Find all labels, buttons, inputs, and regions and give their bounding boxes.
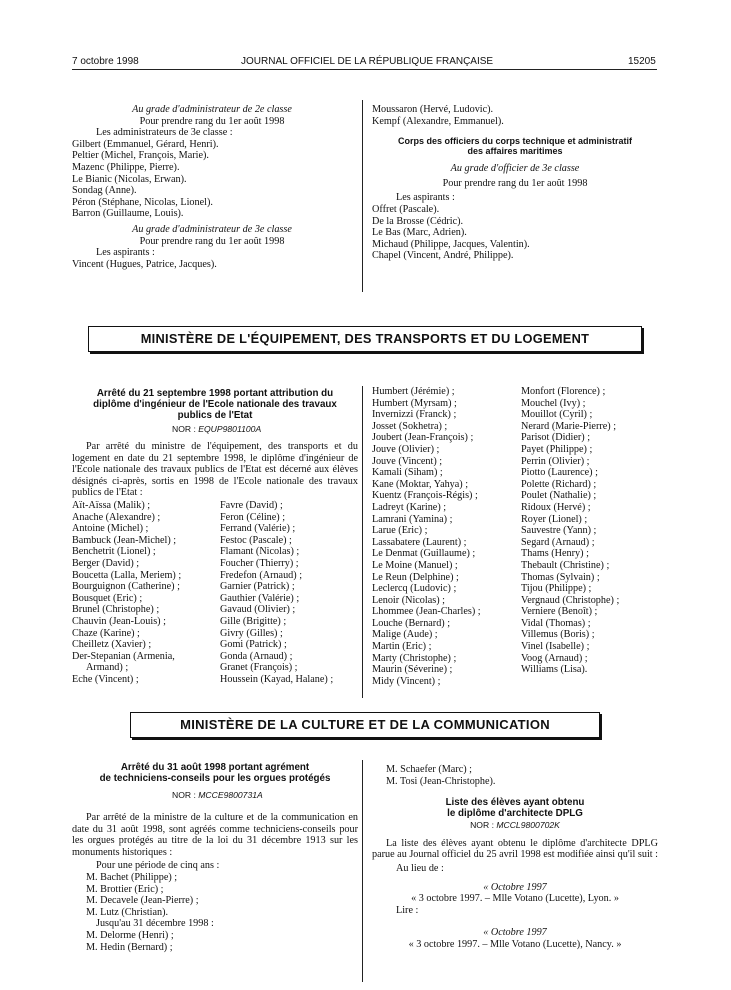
list-item: Le Bas (Marc, Adrien).	[372, 227, 467, 239]
list-item: Flamant (Nicolas) ;	[220, 546, 300, 558]
list-item: Feron (Céline) ;	[220, 511, 286, 523]
list-item: Barron (Guillaume, Louis).	[72, 208, 184, 220]
column-divider	[362, 760, 363, 982]
list-item: Tijou (Philippe) ;	[521, 583, 592, 595]
list-item: Chapel (Vincent, André, Philippe).	[372, 250, 514, 262]
grade-heading: Au grade d'officier de 3e classe	[450, 163, 580, 175]
list-item: Gavaud (Olivier) ;	[220, 604, 296, 616]
list-item: Kuentz (François-Régis) ;	[372, 490, 478, 502]
rank-line: Pour prendre rang du 1er août 1998	[442, 177, 588, 189]
list-item: M. Brottier (Eric) ;	[86, 883, 164, 895]
list-item: Lenoir (Nicolas) ;	[372, 594, 445, 606]
list-item: Lassabatere (Laurent) ;	[372, 536, 467, 548]
list-item: Le Denmat (Guillaume) ;	[372, 548, 476, 560]
list-item: Anache (Alexandre) ;	[72, 511, 161, 523]
names-col3	[372, 386, 512, 687]
list-item: Fredefon (Arnaud) ;	[220, 569, 303, 581]
corps-title: Corps des officiers du corps technique et administratif	[397, 136, 633, 147]
list-item: Leclercq (Ludovic) ;	[372, 583, 457, 595]
title-line: diplôme d'ingénieur de l'Ecole nationale des travaux	[93, 399, 337, 410]
list-item: Humbert (Jérémie) ;	[372, 386, 455, 397]
list-item: Voog (Arnaud) ;	[521, 652, 588, 664]
section-intro: Les aspirants :	[396, 192, 455, 204]
list-item: Marty (Christophe) ;	[372, 652, 457, 664]
list-item: Gonda (Arnaud) ;	[220, 650, 293, 662]
header-rule	[72, 69, 657, 70]
list-item: Larue (Eric) ;	[372, 525, 428, 537]
list-item: Perrin (Olivier) ;	[521, 455, 590, 467]
month-heading: « Octobre 1997	[483, 927, 547, 939]
list-item: Péron (Stéphane, Nicolas, Lionel).	[72, 196, 213, 208]
list-item: Cheilletz (Xavier) ;	[72, 639, 152, 651]
period-heading: Pour une période de cinq ans :	[96, 860, 220, 872]
list-item: Lhommee (Jean-Charles) ;	[372, 606, 481, 618]
ministry-banner-culture: MINISTÈRE DE LA CULTURE ET DE LA COMMUNICATION	[130, 712, 600, 738]
column-divider	[362, 386, 363, 698]
list-title-cont: le diplôme d'architecte DPLG	[447, 808, 583, 820]
list-item: Ferrand (Valérie) ;	[220, 523, 296, 535]
list-item: Nerard (Marie-Pierre) ;	[521, 420, 617, 432]
list-item: Aït-Aïssa (Malik) ;	[72, 500, 151, 511]
list-item: Bambuck (Jean-Michel) ;	[72, 534, 177, 546]
nor-reference	[172, 790, 263, 800]
list-item: Le Bianic (Nicolas, Erwan).	[72, 173, 187, 185]
list-item: Polette (Richard) ;	[521, 478, 597, 490]
list-item: Joubert (Jean-François) ;	[372, 432, 474, 444]
section-intro: Les aspirants :	[96, 247, 155, 259]
list-item: Le Moine (Manuel) ;	[372, 559, 458, 571]
nor-label: NOR :	[172, 424, 196, 434]
arrete-paragraph: Par arrêté du ministre de l'équipement, des transports et du logement en date du 21 septembre 1998, le diplôme d'ingénieur de l'Ecole nationale des travaux publics de l'Etat est décerné aux élèves désignés ci-après, sortis en 1998 de l'Ecole nationale des travaux publics de l'Etat :	[72, 441, 358, 499]
nor-code: MCCE9800731A	[198, 790, 263, 800]
arrete-paragraph: Par arrêté de la ministre de la culture et de la communication en date du 31 août 1998, sont agréés comme techniciens-conseils pour les orgues protégés au titre de la loi du 31 décembre 1913 sur les monuments historiques :	[72, 812, 358, 858]
list-item: Thams (Henry) ;	[521, 548, 589, 560]
section-intro: Les administrateurs de 3e classe :	[96, 127, 233, 139]
list-item: Foucher (Thierry) ;	[220, 557, 299, 569]
list-item: Thebault (Christine) ;	[521, 559, 610, 571]
list-item: Gilbert (Emmanuel, Gérard, Henri).	[72, 138, 219, 150]
list-item: Favre (David) ;	[220, 500, 283, 511]
ministry-banner-equipement: MINISTÈRE DE L'ÉQUIPEMENT, DES TRANSPORTS ET DU LOGEMENT	[88, 326, 642, 352]
list-item: Kamali (Siham) ;	[372, 467, 443, 479]
list-item: Jouve (Vincent) ;	[372, 455, 443, 467]
list-item: Ridoux (Hervé) ;	[521, 501, 591, 513]
list-item: Le Reun (Delphine) ;	[372, 571, 459, 583]
list-item: Sauvestre (Yann) ;	[521, 525, 597, 537]
list-item: Martin (Eric) ;	[372, 641, 432, 653]
list-item: Lamrani (Yamina) ;	[372, 513, 453, 525]
list-item: Vidal (Thomas) ;	[521, 617, 591, 629]
header-date: 7 octobre 1998	[72, 56, 139, 67]
list-item: Eche (Vincent) ;	[72, 673, 139, 685]
list-item: M. Schaefer (Marc) ;	[386, 764, 472, 775]
rank-line: Pour prendre rang du 1er août 1998	[139, 115, 285, 127]
entry-line: « 3 octobre 1997. – Mlle Votano (Lucette), Lyon. »	[411, 893, 619, 905]
list-item: M. Hedin (Bernard) ;	[86, 941, 173, 953]
names-col1	[72, 500, 212, 686]
period-heading: Jusqu'au 31 décembre 1998 :	[96, 918, 214, 930]
list-item: Monfort (Florence) ;	[521, 386, 606, 397]
list-item: Verniere (Benoît) ;	[521, 606, 598, 618]
list-item: Der-Stepanian (Armenia,	[72, 650, 175, 662]
column-divider	[362, 100, 363, 292]
list-item: Benchetrit (Lionel) ;	[72, 546, 156, 558]
au-lieu-label: Au lieu de :	[396, 862, 444, 874]
list-item: Houssein (Kayad, Halane) ;	[220, 673, 334, 685]
bottom-right-column	[372, 764, 658, 951]
list-item: Humbert (Myrsam) ;	[372, 397, 457, 409]
list-item: Louche (Bernard) ;	[372, 617, 451, 629]
list-item: Mouchel (Ivy) ;	[521, 397, 586, 409]
month-heading: « Octobre 1997	[483, 881, 547, 893]
list-item: Villemus (Boris) ;	[521, 629, 595, 641]
title-line: Arrêté du 31 août 1998 portant agrément	[120, 762, 310, 773]
title-line: publics de l'Etat	[177, 410, 253, 421]
list-item: Michaud (Philippe, Jacques, Valentin).	[372, 238, 530, 250]
title-line: de techniciens-conseils pour les orgues protégés	[99, 773, 331, 784]
list-item: Payet (Philippe) ;	[521, 443, 593, 455]
list-item: Segard (Arnaud) ;	[521, 536, 595, 548]
grade-heading: Au grade d'administrateur de 2e classe	[132, 104, 292, 115]
list-item: Parisot (Didier) ;	[521, 432, 591, 444]
list-item: Vincent (Hugues, Patrice, Jacques).	[72, 258, 217, 270]
list-item: Piotto (Laurence) ;	[521, 467, 598, 479]
list-item: Berger (David) ;	[72, 557, 140, 569]
list-item: Bousquet (Eric) ;	[72, 592, 143, 604]
list-item: Chaze (Karine) ;	[72, 627, 140, 639]
nor-reference	[172, 424, 261, 434]
list-item: Maurin (Séverine) ;	[372, 664, 453, 676]
list-item: Vinel (Isabelle) ;	[521, 641, 590, 653]
list-item: Josset (Sokhetra) ;	[372, 420, 448, 432]
list-item: Boucetta (Lalla, Meriem) ;	[72, 569, 182, 581]
top-left-column	[72, 104, 352, 270]
nor-code: MCCL9800702K	[496, 820, 560, 831]
list-item: Poulet (Nathalie) ;	[521, 490, 597, 502]
entry-line: « 3 octobre 1997. – Mlle Votano (Lucette), Nancy. »	[408, 938, 622, 950]
list-item: Sondag (Anne).	[72, 185, 137, 197]
list-item: Jouve (Olivier) ;	[372, 443, 440, 455]
list-item: Brunel (Christophe) ;	[72, 604, 160, 616]
arrete2-body	[72, 812, 358, 953]
list-item: M. Tosi (Jean-Christophe).	[386, 775, 496, 787]
list-item: Invernizzi (Franck) ;	[372, 409, 457, 421]
list-item: Festoc (Pascale) ;	[220, 534, 292, 546]
list-item: De la Brosse (Cédric).	[372, 215, 464, 227]
rank-line: Pour prendre rang du 1er août 1998	[139, 235, 285, 247]
grade-heading: Au grade d'administrateur de 3e classe	[132, 223, 292, 235]
list-item: Malige (Aude) ;	[372, 629, 438, 641]
corps-title-cont: des affaires maritimes	[467, 146, 563, 157]
names-col4	[521, 386, 661, 676]
arrete-title	[72, 762, 358, 784]
list-item: M. Bachet (Philippe) ;	[86, 871, 178, 883]
page-number: 15205	[628, 56, 656, 67]
list-item: Givry (Gilles) ;	[220, 627, 283, 639]
list-item: M. Lutz (Christian).	[86, 906, 169, 918]
list-item: Moussaron (Hervé, Ludovic).	[372, 104, 494, 115]
list-item: Kane (Moktar, Yahya) ;	[372, 478, 469, 490]
lire-label: Lire :	[396, 904, 419, 916]
title-line: Arrêté du 21 septembre 1998 portant attribution du	[96, 388, 334, 399]
list-item: Antoine (Michel) ;	[72, 523, 149, 535]
list-item: Kempf (Alexandre, Emmanuel).	[372, 115, 504, 127]
list-item: Mazenc (Philippe, Pierre).	[72, 161, 180, 173]
list-item: Royer (Lionel) ;	[521, 513, 588, 525]
names-col2	[220, 500, 360, 686]
list-item: Vergnaud (Christophe) ;	[521, 594, 620, 606]
list-item: Gille (Brigitte) ;	[220, 615, 287, 627]
list-item: Chauvin (Jean-Louis) ;	[72, 615, 166, 627]
list-item: Gauthier (Valérie) ;	[220, 592, 300, 604]
notice-paragraph: La liste des élèves ayant obtenu le diplôme d'architecte DPLG parue au Journal officiel du 25 avril 1998 est modifiée ainsi qu'il suit :	[372, 837, 658, 861]
list-item: Williams (Lisa).	[521, 664, 588, 676]
top-right-column	[372, 104, 658, 262]
list-item: Midy (Vincent) ;	[372, 675, 441, 687]
list-item: M. Delorme (Henri) ;	[86, 929, 174, 941]
list-item: Peltier (Michel, François, Marie).	[72, 150, 209, 162]
list-item: Ladreyt (Karine) ;	[372, 501, 447, 513]
nor-label: NOR :	[470, 820, 494, 831]
list-title: Liste des élèves ayant obtenu	[445, 797, 585, 809]
list-item: Garnier (Patrick) ;	[220, 581, 295, 593]
list-item: Gomi (Patrick) ;	[220, 639, 287, 651]
list-item: Granet (François) ;	[220, 662, 298, 674]
journal-title: JOURNAL OFFICIEL DE LA RÉPUBLIQUE FRANÇAISE	[241, 56, 494, 67]
list-item: M. Decavele (Jean-Pierre) ;	[86, 895, 199, 907]
list-item: Mouillot (Cyril) ;	[521, 409, 593, 421]
arrete-title	[72, 388, 358, 421]
nor-reference	[372, 820, 658, 832]
list-item: Offret (Pascale).	[372, 203, 440, 215]
list-item: Thomas (Sylvain) ;	[521, 571, 600, 583]
nor-label: NOR :	[172, 790, 196, 800]
nor-code: EQUP9801100A	[198, 424, 262, 434]
list-item: Armand) ;	[86, 662, 129, 674]
list-item: Bourguignon (Catherine) ;	[72, 581, 180, 593]
